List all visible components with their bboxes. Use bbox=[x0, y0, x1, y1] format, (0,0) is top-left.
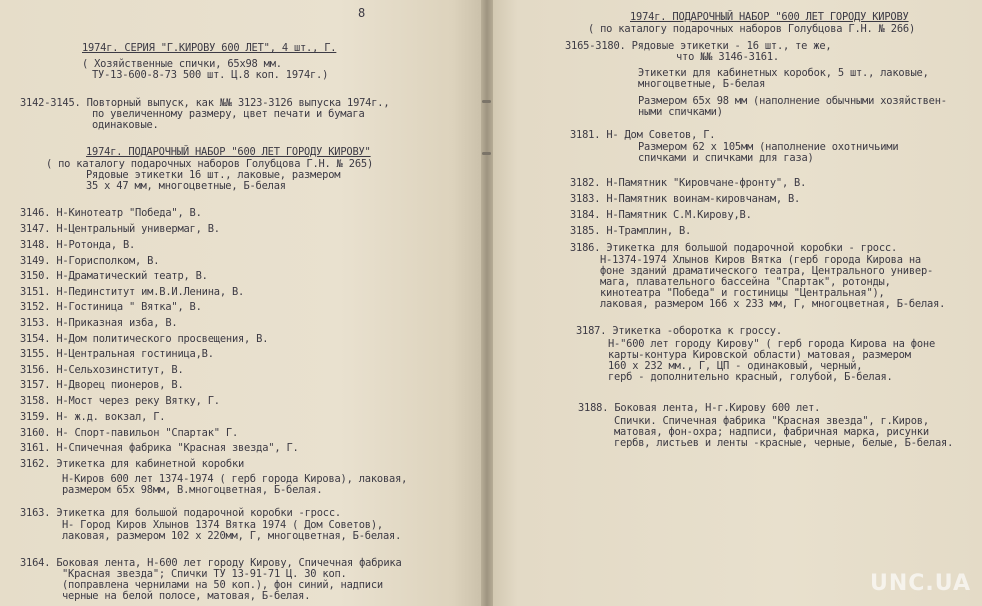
list-item: 3162. Этикетка для кабинетной коробки bbox=[20, 458, 245, 470]
list-item: 3188. Боковая лента, Н-г.Кирову 600 лет. bbox=[578, 402, 821, 414]
list-item: 3148. Н-Ротонда, В. bbox=[20, 239, 136, 251]
item-detail-line: размером 65х 98мм, В.многоцветная, Б-белая. bbox=[62, 484, 323, 496]
item-detail-line: матовая, фон-охра; надписи, фабричная марка, рисунки bbox=[614, 426, 929, 438]
list-item: 3151. Н-Пединститут им.В.И.Ленина, В. bbox=[20, 286, 245, 298]
gift-set-line: ( по каталогу подарочных наборов Голубцова Г.Н. № 265) bbox=[46, 158, 374, 170]
item-detail-line: Спички. Спичечная фабрика "Красная звезда", г.Киров, bbox=[614, 415, 929, 427]
right-page bbox=[488, 0, 982, 606]
series-line: ТУ-13-600-8-73 500 шт. Ц.8 коп. 1974г.) bbox=[92, 69, 329, 81]
page-number: 8 bbox=[358, 6, 366, 20]
item-detail-line: "Красная звезда"; Спички ТУ 13-91-71 Ц. 30 коп. bbox=[62, 568, 347, 580]
list-item: 3164. Боковая лента, Н-600 лет городу Кирову, Спичечная фабрика bbox=[20, 557, 402, 569]
list-item: 3150. Н-Драматический театр, В. bbox=[20, 270, 208, 282]
cabinet-line: Размером 65х 98 мм (наполнение обычными хозяйствен- bbox=[638, 95, 947, 107]
book-spine bbox=[481, 0, 493, 606]
item-detail-line: карты-контура Кировской области) матовая, размером bbox=[608, 349, 911, 361]
watermark: UNC.UA bbox=[870, 571, 971, 596]
cabinet-line: многоцветные, Б-белая bbox=[638, 78, 766, 90]
list-item: 3163. Этикетка для большой подарочной коробки -гросс. bbox=[20, 507, 341, 519]
item-detail-line: Н-"600 лет городу Кирову" ( герб города Кирова на фоне bbox=[608, 338, 936, 350]
item-detail-line: мага, плавательного бассейна "Спартак", ротонды, bbox=[600, 276, 891, 288]
range-line: 3165-3180. Рядовые этикетки - 16 шт., те же, bbox=[565, 40, 832, 52]
item-detail-line: Размером 62 х 105мм (наполнение охотничьими bbox=[638, 141, 899, 153]
list-item: 3161. Н-Спичечная фабрика "Красная звезда", Г. bbox=[20, 442, 299, 454]
left-page bbox=[0, 0, 486, 606]
list-item: 3181. Н- Дом Советов, Г. bbox=[570, 129, 716, 141]
list-item: 3160. Н- Спорт-павильон "Спартак" Г. bbox=[20, 427, 239, 439]
item-detail-line: Н- Город Киров Хлынов 1374 Вятка 1974 ( Дом Советов), bbox=[62, 519, 383, 531]
binding-staple bbox=[482, 152, 491, 155]
item-detail-line: 160 х 232 мм., Г, ЦП - одинаковый, черный, bbox=[608, 360, 863, 372]
list-item: 3185. Н-Трамплин, В. bbox=[570, 225, 692, 237]
list-item: 3153. Н-Приказная изба, В. bbox=[20, 317, 178, 329]
series-title: 1974г. СЕРИЯ "Г.КИРОВУ 600 ЛЕТ", 4 шт., Г. bbox=[82, 42, 337, 54]
list-item: 3159. Н- ж.д. вокзал, Г. bbox=[20, 411, 166, 423]
item-detail-line: герб - дополнительно красный, голубой, Б-белая. bbox=[608, 371, 893, 383]
item-detail-line: Н-1374-1974 Хлынов Киров Вятка (герб города Кирова на bbox=[600, 254, 921, 266]
item-detail-line: черные на белой полосе, матовая, Б-белая. bbox=[62, 590, 311, 602]
list-item: 3152. Н-Гостиница " Вятка", В. bbox=[20, 301, 202, 313]
gift-set-line: 35 х 47 мм, многоцветные, Б-белая bbox=[86, 180, 286, 192]
reissue-line: одинаковые. bbox=[92, 119, 159, 131]
gift-set-line: Рядовые этикетки 16 шт., лаковые, размером bbox=[86, 169, 341, 181]
series-line: ( Хозяйственные спички, 65х98 мм. bbox=[82, 58, 282, 70]
gift-set-title: 1974г. ПОДАРОЧНЫЙ НАБОР "600 ЛЕТ ГОРОДУ КИРОВУ" bbox=[86, 146, 371, 158]
binding-staple bbox=[482, 100, 491, 103]
list-item: 3154. Н-Дом политического просвещения, В. bbox=[20, 333, 269, 345]
item-detail-line: гербв, листьев и ленты -красные, черные, белые, Б-белая. bbox=[614, 437, 954, 449]
item-detail-line: (поправлена чернилами на 50 коп.), фон синий, надписи bbox=[62, 579, 383, 591]
list-item: 3149. Н-Горисполком, В. bbox=[20, 255, 160, 267]
list-item: 3183. Н-Памятник воинам-кировчанам, В. bbox=[570, 193, 801, 205]
list-item: 3155. Н-Центральная гостиница,В. bbox=[20, 348, 214, 360]
item-detail-line: лаковая, размером 102 х 220мм, Г, многоцветная, Б-белая. bbox=[62, 530, 402, 542]
list-item: 3157. Н-Дворец пионеров, В. bbox=[20, 379, 184, 391]
item-detail-line: спичками и спичками для газа) bbox=[638, 152, 814, 164]
reissue-line: 3142-3145. Повторный выпуск, как №№ 3123-3126 выпуска 1974г., bbox=[20, 97, 390, 109]
cabinet-line: Этикетки для кабинетных коробок, 5 шт., лаковые, bbox=[638, 67, 929, 79]
item-detail-line: фоне зданий драматического театра, Центрального универ- bbox=[600, 265, 934, 277]
list-item: 3158. Н-Мост через реку Вятку, Г. bbox=[20, 395, 220, 407]
range-line: что №№ 3146-3161. bbox=[676, 51, 779, 63]
list-item: 3186. Этикетка для большой подарочной коробки - гросс. bbox=[570, 242, 898, 254]
list-item: 3184. Н-Памятник С.М.Кирову,В. bbox=[570, 209, 752, 221]
cabinet-line: ными спичками) bbox=[638, 106, 723, 118]
item-detail-line: кинотеатра "Победа" и гостиницы "Центральная"), bbox=[600, 287, 885, 299]
gift-set-title: 1974г. ПОДАРОЧНЫЙ НАБОР "600 ЛЕТ ГОРОДУ КИРОВУ bbox=[630, 11, 909, 23]
gift-set-subtitle: ( по каталогу подарочных наборов Голубцова Г.Н. № 266) bbox=[588, 23, 916, 35]
list-item: 3146. Н-Кинотеатр "Победа", В. bbox=[20, 207, 202, 219]
list-item: 3156. Н-Сельхозинститут, В. bbox=[20, 364, 184, 376]
item-detail-line: Н-Киров 600 лет 1374-1974 ( герб города Кирова), лаковая, bbox=[62, 473, 408, 485]
reissue-line: по увеличенному размеру, цвет печати и бумага bbox=[92, 108, 365, 120]
list-item: 3187. Этикетка -оборотка к гроссу. bbox=[576, 325, 782, 337]
list-item: 3147. Н-Центральный универмаг, В. bbox=[20, 223, 220, 235]
item-detail-line: лаковая, размером 166 х 233 мм, Г, многоцветная, Б-белая. bbox=[600, 298, 946, 310]
list-item: 3182. Н-Памятник "Кировчане-фронту", В. bbox=[570, 177, 807, 189]
